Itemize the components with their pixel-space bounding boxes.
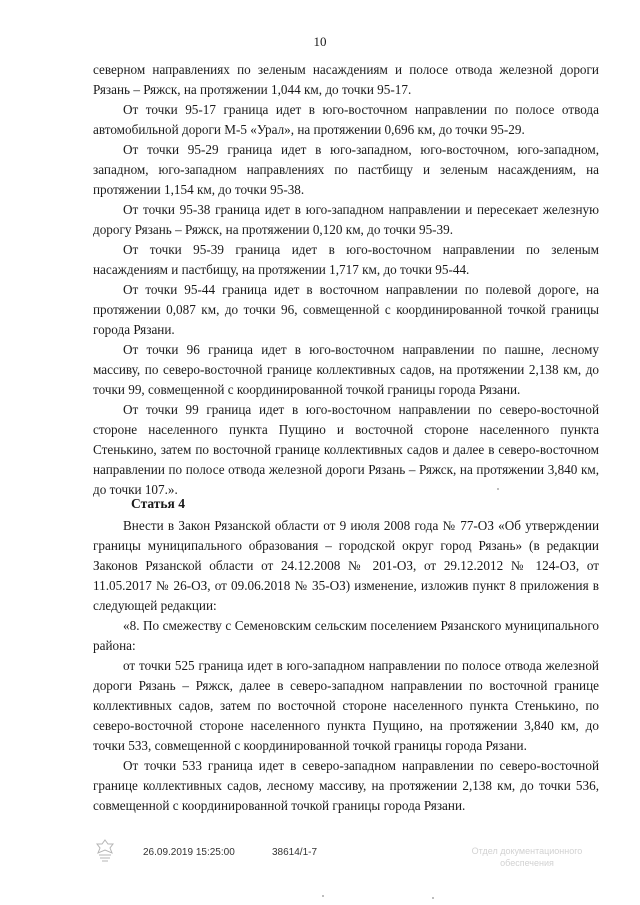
paragraph-533: От точки 533 граница идет в северо-западном направлении по северо-восточной границе коллективных садов, лесному массиву, на протяжении 2,138 км, до точки 536, совмещенной с координированной точкой границы города Рязани. (93, 758, 599, 813)
scan-speck (322, 895, 324, 897)
paragraph-item-8: «8. По смежеству с Семеновским сельским поселением Рязанского муниципального района: (93, 618, 599, 653)
footer-doc-id: 38614/1-7 (272, 847, 318, 858)
paragraph-continuation: северном направлениях по зеленым насаждениям и полосе отвода железной дороги Рязань – Ряжск, на протяжении 1,044 км, до точки 95-17. (93, 62, 599, 97)
paragraph-95-29: От точки 95-29 граница идет в юго-западном, юго-восточном, юго-западном, западном, юго-западном направлениях по пастбищу и зеленым насаждениям, на протяжении 1,154 км, до точки 95-38. (93, 142, 599, 197)
article-heading: Статья 4 (131, 496, 185, 511)
text-block-article (93, 516, 599, 816)
paragraph-95-38: От точки 95-38 граница идет в юго-западном направлении и пересекает железную дорогу Рязань – Ряжск, на протяжении 0,120 км, до точки 95-39. (93, 202, 599, 237)
paragraph-99: От точки 99 граница идет в юго-восточном направлении по северо-восточной стороне населенного пункта Пущино и восточной стороне населенного пункта Стенькино, затем по восточной границе коллективных садов и далее в северо-восточном направлении по полосе отвода железной дороги Рязань – Ряжск, на протяжении 3,840 км, до точки 107.». (93, 402, 599, 497)
page-number: 10 (313, 34, 327, 49)
scan-speck (497, 488, 499, 490)
paragraph-95-44: От точки 95-44 граница идет в восточном направлении по полевой дороге, на протяжении 0,087 км, до точки 96, совмещенной с координированной точкой границы города Рязани. (93, 282, 599, 337)
text-block-top (93, 60, 599, 500)
paragraph-95-17: От точки 95-17 граница идет в юго-восточном направлении по полосе отвода автомобильной дороги М-5 «Урал», на протяжении 0,696 км, до точки 95-29. (93, 102, 599, 137)
paragraph-96: От точки 96 граница идет в юго-восточном направлении по пашне, лесному массиву, по северо-восточной границе коллективных садов, на протяжении 2,138 км, до точки 99, совмещенной с координированной точкой границы города Рязани. (93, 342, 599, 397)
footer-datetime: 26.09.2019 15:25:00 (143, 847, 235, 858)
paragraph-amendment: Внести в Закон Рязанской области от 9 июля 2008 года № 77-ОЗ «Об утверждении границы муниципального образования – городской округ город Рязань» (в редакции Законов Рязанской области от 24.12.2008 № 201-ОЗ, от 29.12.2012 № 124-ОЗ, от 11.05.2017 № 26-ОЗ, от 09.06.2018 № 35-ОЗ) изменение, изложив пункт 8 приложения в следующей редакции: (93, 518, 599, 613)
scan-speck (432, 897, 434, 899)
faded-stamp-line: обеспечения (500, 858, 554, 868)
faded-stamp-line: Отдел документационного (471, 846, 583, 856)
paragraph-95-39: От точки 95-39 граница идет в юго-восточном направлении по зеленым насаждениям и пастбищу, на протяжении 1,717 км, до точки 95-44. (93, 242, 599, 277)
paragraph-525: от точки 525 граница идет в юго-западном направлении по полосе отвода железной дороги Рязань – Ряжск, далее в северо-западном направлении по восточной границе коллективных садов, затем по восточной стороне населенного пункта Стенькино, по северо-восточной стороне населенного пункта Пущино, на протяжении 3,840 км, до точки 533, совмещенной с координированной точкой границы города Рязани. (93, 658, 599, 753)
stamp-logo-icon (92, 838, 118, 864)
faded-stamp (452, 845, 602, 869)
